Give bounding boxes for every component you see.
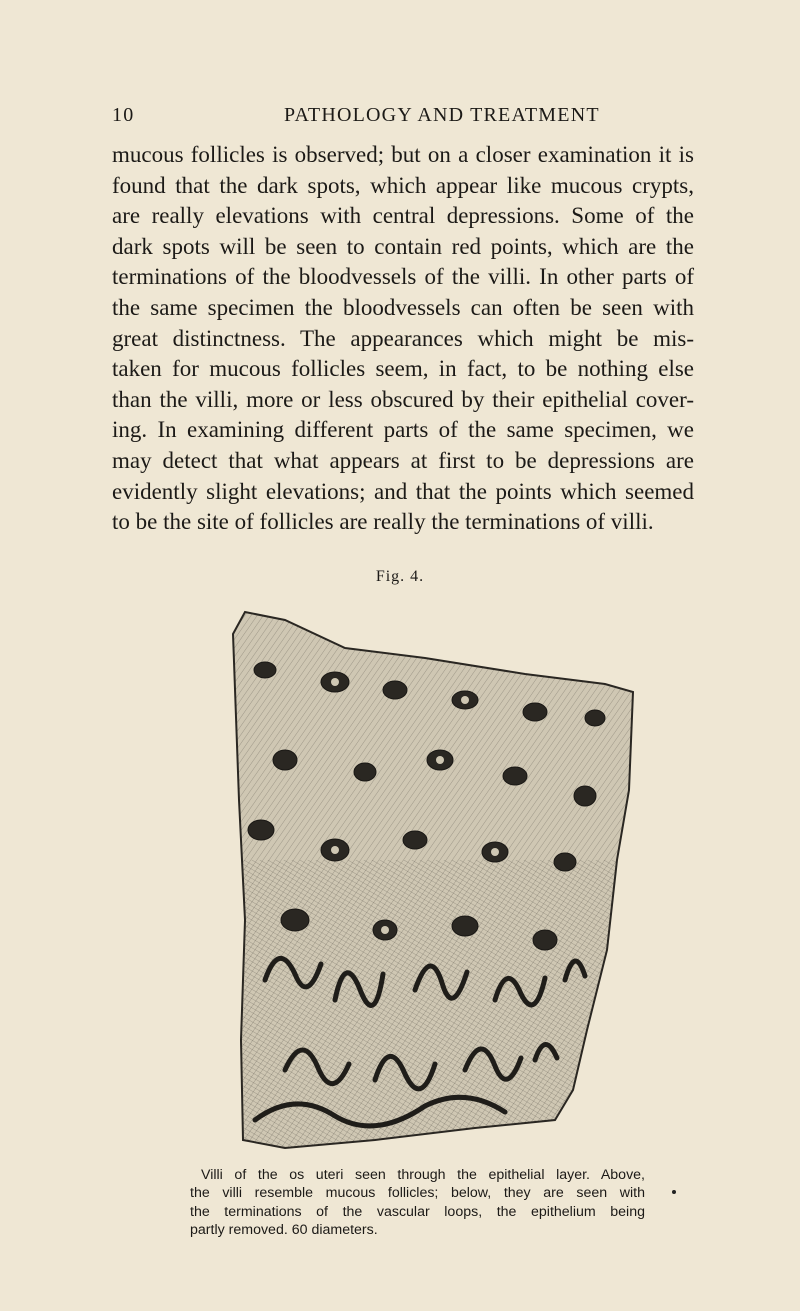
body-line: are really elevations with central depressions. Some of the bbox=[112, 203, 694, 229]
body-line: ing. In examining different parts of the same specimen, we bbox=[112, 417, 694, 443]
body-line: may detect that what appears at first to be depressions are bbox=[112, 447, 694, 473]
body-line: great distinctness. The appearances which might be mis- bbox=[112, 325, 694, 351]
body-line: to be the site of follicles are really the terminations of villi. bbox=[112, 509, 654, 535]
page-number: 10 bbox=[112, 104, 135, 126]
caption-line: the terminations of the vascular loops, the epithelium being bbox=[190, 1203, 645, 1220]
running-title: PATHOLOGY AND TREATMENT bbox=[284, 104, 600, 126]
body-line: the same specimen the bloodvessels can often be seen with bbox=[112, 294, 694, 320]
figure-caption bbox=[190, 1166, 645, 1240]
caption-line: partly removed. 60 diameters. bbox=[190, 1222, 378, 1239]
caption-line: the villi resemble mucous follicles; below, they are seen with bbox=[190, 1185, 645, 1202]
margin-mark bbox=[672, 1190, 676, 1194]
villi-engraving bbox=[225, 600, 645, 1160]
body-line: mucous follicles is observed; but on a closer examination it is bbox=[112, 142, 694, 167]
figure-label: Fig. 4. bbox=[375, 568, 425, 585]
body-line: taken for mucous follicles seem, in fact, to be nothing else bbox=[112, 356, 694, 382]
figure-illustration bbox=[225, 600, 645, 1160]
body-line: terminations of the bloodvessels of the villi. In other parts of bbox=[112, 264, 694, 290]
body-line: evidently slight elevations; and that the points which seemed bbox=[112, 478, 694, 504]
body-paragraph bbox=[112, 140, 694, 538]
body-line: found that the dark spots, which appear like mucous crypts, bbox=[112, 172, 694, 198]
body-line: than the villi, more or less obscured by their epithelial cover- bbox=[112, 386, 694, 412]
caption-line: Villi of the os uteri seen through the epithelial layer. Above, bbox=[201, 1167, 645, 1183]
body-line: dark spots will be seen to contain red points, which are the bbox=[112, 233, 694, 259]
